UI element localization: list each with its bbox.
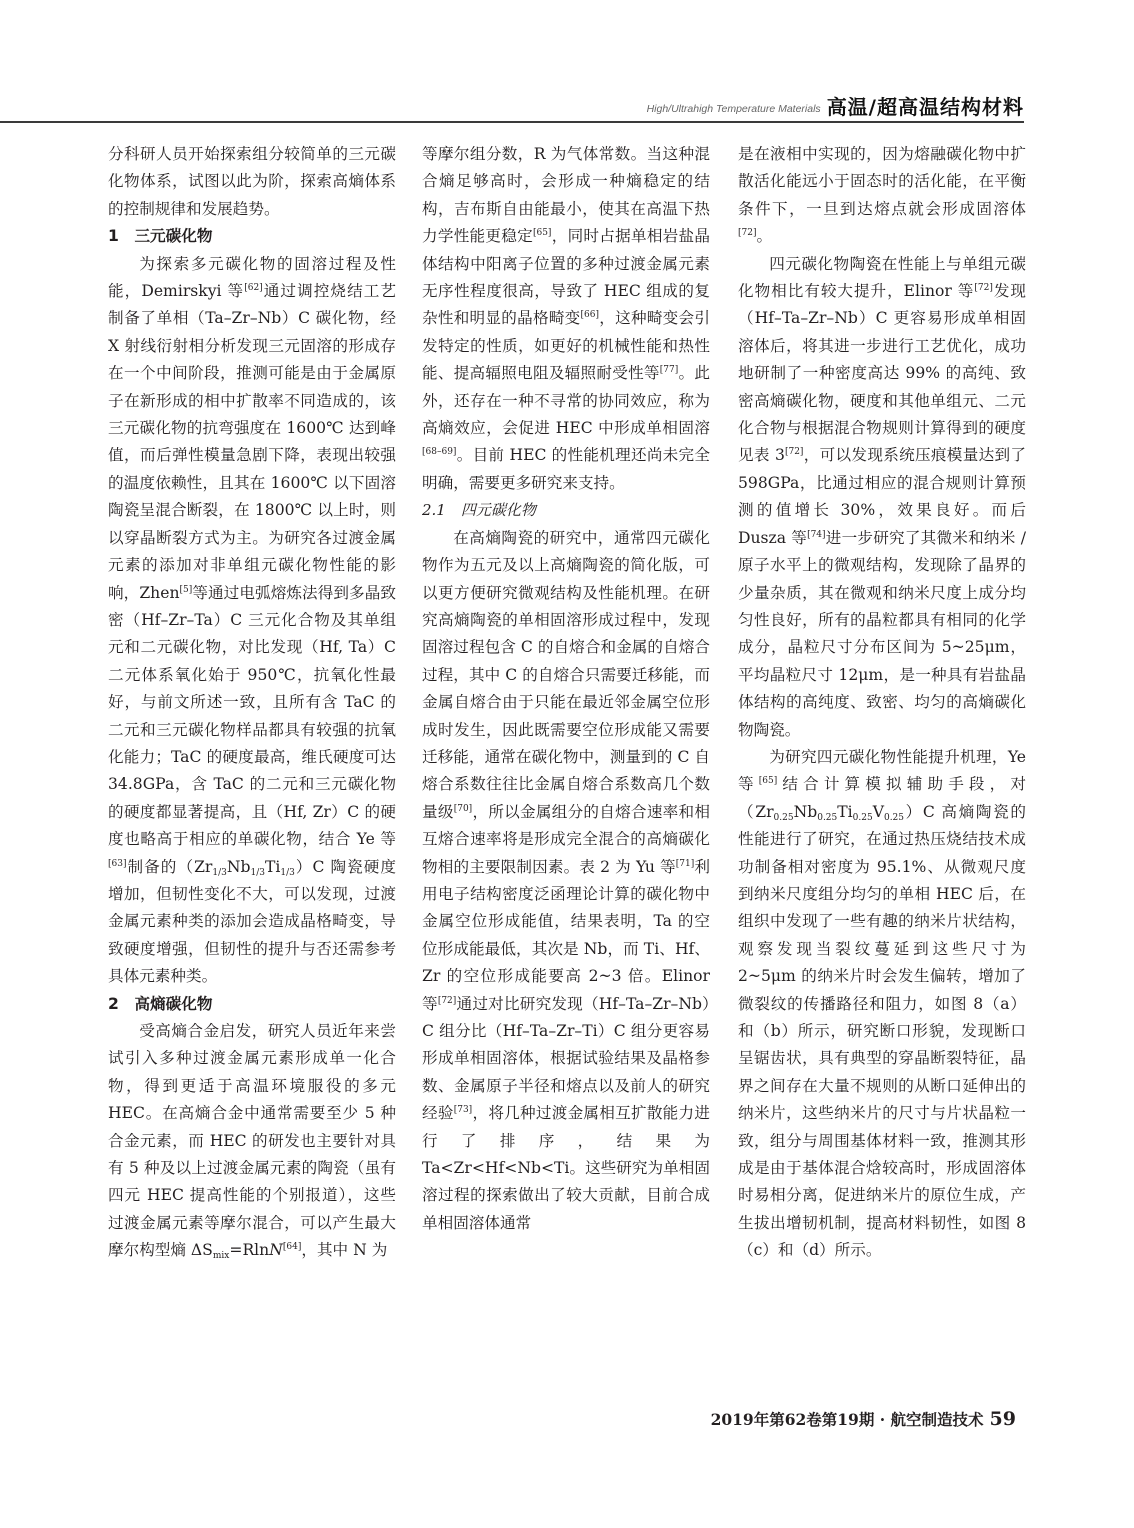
citation: [72]	[738, 228, 757, 239]
citation: [72]	[974, 283, 993, 294]
page-number: 59	[989, 1408, 1016, 1430]
paragraph: 是在液相中实现的，因为熔融碳化物中扩散活化能远小于固态时的活化能，在平衡条件下，一旦到达熔点就会形成固溶体[72]。	[738, 145, 1026, 246]
citation: [68–69]	[422, 447, 457, 458]
citation: [66]	[580, 310, 600, 321]
paragraph: 四元碳化物陶瓷在性能上与单组元碳化物相比有较大提升，Elinor 等[72]发现（Hf–Ta–Zr–Nb）C 更容易形成单相固溶体后，将其进一步进行工艺优化，成功地研制了一种密度高达 99% 的高纯、致密高熵碳化物，硬度和其他单组元、二元化合物与根据混合物规则计算得到的硬度见表 3[72]，可以发现系统压痕模量达到了 598GPa，比通过相应的混合规则计算预测的值增长 30%，效果良好。而后 Dusza 等[74]进一步研究了其微米和纳米 / 原子水平上的微观结构，发现除了晶界的少量杂质，其在微观和纳米尺度上成分均匀性良好，所有的晶粒都具有相同的化学成分，晶粒尺寸分布区间为 5~25μm，平均晶粒尺寸 12μm，是一种具有岩盐晶体结构的高纯度、致密、均匀的高熵碳化物陶瓷。	[738, 254, 1026, 739]
section-title-cn: 高温/超高温结构材料	[826, 95, 1024, 119]
citation: [5]	[179, 584, 193, 595]
column-right	[738, 141, 1026, 1265]
citation: [72]	[784, 447, 804, 458]
page-footer	[711, 1408, 1016, 1430]
citation: [77]	[659, 365, 679, 376]
section-title-en: High/Ultrahigh Temperature Materials	[646, 103, 821, 115]
running-header	[647, 91, 1024, 120]
paragraph: 等摩尔组分数，R 为气体常数。当这种混合熵足够高时，会形成一种熵稳定的结构，吉布斯自由能最小，使其在高温下热力学性能更稳定[65]，同时占据单相岩盐晶体结构中阳离子位置的多种过渡金属元素无序性程度很高，导致了 HEC 组成的复杂性和明显的晶格畸变[66]，这种畸变会引发特定的性质，如更好的机械性能和热性能、提高辐照电阻及辐照耐受性等[77]。此外，还存在一种不寻常的协同效应，称为高熵效应，会促进 HEC 中形成单相固溶[68–69]。目前 HEC 的性能机理还尚未完全明确，需要更多研究来支持。	[422, 145, 710, 492]
citation: [71]	[675, 858, 695, 869]
citation: [70]	[453, 803, 473, 814]
citation: [62]	[244, 283, 263, 294]
citation: [65]	[758, 776, 778, 787]
column-middle	[422, 141, 710, 1237]
citation: [72]	[437, 995, 457, 1006]
subsection-heading-2-1: 2.1 四元碳化物	[422, 501, 536, 520]
paragraph: 在高熵陶瓷的研究中，通常四元碳化物作为五元及以上高熵陶瓷的简化版，可以更方便研究微观结构及性能机理。在研究高熵陶瓷的单相固溶形成过程中，发现固溶过程包含 C 的自熔合和金属的自熔合过程，其中 C 的自熔合只需要迁移能，而金属自熔合由于只能在最近邻金属空位形成时发生，因此既需要空位形成能又需要迁移能，通常在碳化物中，测量到的 C 自熔合系数往往比金属自熔合系数高几个数量级[70]，所以金属组分的自熔合速率和相互熔合速率将是形成完全混合的高熵碳化物相的主要限制因素。表 2 为 Yu 等[71]利用电子结构密度泛函理论计算的碳化物中金属空位形成能值，结果表明，Ta 的空位形成能最低，其次是 Nb，而 Ti、Hf、Zr 的空位形成能要高 2~3 倍。Elinor 等[72]通过对比研究发现（Hf–Ta–Zr–Nb）C 组分比（Hf–Ta–Zr–Ti）C 组分更容易形成单相固溶体，根据试验结果及晶格参数、金属原子半径和熔点以及前人的研究经验[73]，将几种过渡金属相互扩散能力进行了排序，结果为 Ta<Zr<Hf<Nb<Ti。这些研究为单相固溶过程的探索做出了较大贡献，目前合成单相固溶体通常	[422, 528, 710, 1232]
paragraph: 受高熵合金启发，研究人员近年来尝试引入多种过渡金属元素形成单一化合物，得到更适于高温环境服役的多元 HEC。在高熵合金中通常需要至少 5 种合金元素，而 HEC 的研发也主要针对具有 5 种及以上过渡金属元素的陶瓷（虽有四元 HEC 提高性能的个别报道），这些过渡金属元素等摩尔混合，可以产生最大摩尔构型熵 $\Delta S_{mix}=RlnN[64]$，其中 N 为	[108, 1022, 396, 1262]
citation: [64]	[282, 1242, 302, 1253]
section-heading-1: 1 三元碳化物	[108, 227, 213, 246]
paragraph: 为研究四元碳化物性能提升机理，Ye 等[65]结合计算模拟辅助手段，对$(Zr_{0.25}Nb_{0.25}Ti_{0.25}V_{0.25})C$ 高熵陶瓷的性能进行了研究，在通过热压烧结技术成功制备相对密度为 95.1%、从微观尺度到纳米尺度组分均匀的单相 HEC 后，在组织中发现了一些有趣的纳米片状结构，观察发现当裂纹蔓延到这些尺寸为 2~5μm 的纳米片时会发生偏转，增加了微裂纹的传播路径和阻力，如图 8（a）和（b）所示，研究断口形貌，发现断口呈锯齿状，具有典型的穿晶断裂特征，晶界之间存在大量不规则的从断口延伸出的纳米片，这些纳米片的尺寸与片状晶粒一致，组分与周围基体材料一致，推测其形成是由于基体混合焓较高时，形成固溶体时易相分离，促进纳米片的原位生成，产生拔出增韧机制，提高材料韧性，如图 8（c）和（d）所示。	[738, 747, 1026, 1260]
citation: [65]	[532, 228, 552, 239]
citation: [63]	[108, 858, 127, 869]
paragraph: 分科研人员开始探索组分较简单的三元碳化物体系，试图以此为阶，探索高熵体系的控制规律和发展趋势。	[108, 145, 396, 218]
column-left	[108, 141, 396, 1265]
journal-info: 2019年第62卷第19期 · 航空制造技术	[710, 1410, 984, 1429]
paragraph: 为探索多元碳化物的固溶过程及性能，Demirskyi 等[62]通过调控烧结工艺制备了单相（Ta–Zr–Nb）C 碳化物，经 X 射线衍射相分析发现三元固溶的形成存在一个中间阶段，推测可能是由于金属原子在新形成的相中扩散率不同造成的，该三元碳化物的抗弯强度在 1600℃ 达到峰值，而后弹性模量急剧下降，表现出较强的温度依赖性，且其在 1600℃ 以下固溶陶瓷呈混合断裂，在 1800℃ 以上时，则以穿晶断裂方式为主。为研究各过渡金属元素的添加对非单组元碳化物性能的影响，Zhen[5]等通过电弧熔炼法得到多晶致密（Hf–Zr–Ta）C 三元化合物及其单组元和二元碳化物，对比发现（Hf, Ta）C 二元体系氧化始于 950℃，抗氧化性最好，与前文所述一致，且所有含 TaC 的二元和三元碳化物样品都具有较强的抗氧化能力；TaC 的硬度最高，维氏硬度可达 34.8GPa，含 TaC 的二元和三元碳化物的硬度都显著提高，且（Hf, Zr）C 的硬度也略高于相应的单碳化物，结合 Ye 等[63]制备的$(Zr_{1/3}Nb_{1/3}Ti_{1/3})C$ 陶瓷硬度增加，但韧性变化不大，可以发现，过渡金属元素种类的添加会造成晶格畸变，导致硬度增强，但韧性的提升与否还需参考具体元素种类。	[108, 254, 397, 986]
section-heading-2: 2 高熵碳化物	[108, 994, 213, 1013]
citation: [73]	[453, 1105, 473, 1116]
citation: [74]	[807, 529, 826, 540]
header-rule	[0, 121, 1024, 123]
